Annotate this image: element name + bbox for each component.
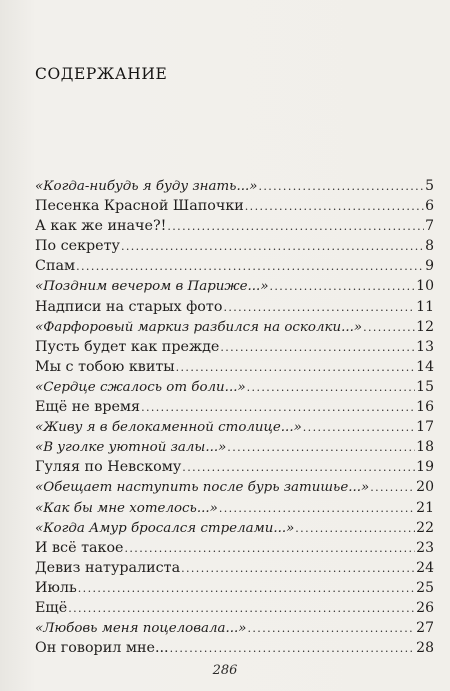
table-of-contents xyxy=(35,176,434,658)
toc-entry[interactable] xyxy=(35,437,434,457)
dot-leader xyxy=(370,478,415,497)
toc-entry-title: Июль xyxy=(35,579,77,596)
toc-entry-page: 6 xyxy=(425,198,434,215)
toc-entry-page: 12 xyxy=(416,318,434,335)
toc-entry-title: Спам xyxy=(35,258,76,275)
dot-leader xyxy=(141,398,415,417)
toc-entry-title: «Когда Амур бросался стрелами...» xyxy=(35,520,295,536)
toc-entry-title: По секрету xyxy=(35,238,120,255)
toc-entry-title: Мы с тобою квиты xyxy=(35,358,175,375)
toc-entry[interactable] xyxy=(35,377,434,397)
toc-entry[interactable] xyxy=(35,317,434,337)
dot-leader xyxy=(258,177,424,196)
toc-entry-page: 23 xyxy=(416,539,434,556)
toc-entry-title: Он говорил мне... xyxy=(35,640,169,657)
toc-entry-title: «Любовь меня поцеловала...» xyxy=(35,621,247,637)
toc-entry-page: 22 xyxy=(416,519,434,536)
toc-entry-title: «В уголке уютной залы...» xyxy=(35,440,227,456)
toc-entry-page: 16 xyxy=(416,399,434,416)
toc-entry-page: 13 xyxy=(416,338,434,355)
toc-entry-title: Пусть будет как прежде xyxy=(35,338,220,355)
toc-entry-page: 20 xyxy=(416,479,434,496)
toc-entry-page: 8 xyxy=(425,238,434,255)
page-number: 286 xyxy=(212,663,238,678)
toc-entry-page: 26 xyxy=(416,599,434,616)
toc-entry-title: И всё такое xyxy=(35,539,124,556)
dot-leader xyxy=(181,559,415,578)
dot-leader xyxy=(295,519,415,538)
toc-entry[interactable] xyxy=(35,337,434,357)
toc-entry-page: 17 xyxy=(416,419,434,436)
toc-entry[interactable] xyxy=(35,598,434,618)
toc-entry[interactable] xyxy=(35,538,434,558)
dot-leader xyxy=(363,318,415,337)
dot-leader xyxy=(182,458,415,477)
toc-entry-title: «Когда-нибудь я буду знать...» xyxy=(35,179,258,194)
toc-entry[interactable] xyxy=(35,498,434,518)
toc-entry[interactable] xyxy=(35,477,434,497)
toc-entry-page: 7 xyxy=(425,218,434,235)
contents-heading: СОДЕРЖАНИЕ xyxy=(35,65,168,83)
toc-entry-title: Надписи на старых фото xyxy=(35,298,223,315)
dot-leader xyxy=(245,197,424,216)
toc-entry[interactable] xyxy=(35,638,434,658)
toc-entry[interactable] xyxy=(35,357,434,377)
toc-entry-title: «Как бы мне хотелось...» xyxy=(35,500,218,516)
dot-leader xyxy=(248,619,416,638)
dot-leader xyxy=(270,277,416,296)
toc-entry-page: 5 xyxy=(425,178,434,194)
toc-entry-page: 25 xyxy=(416,579,434,596)
toc-entry-page: 19 xyxy=(416,459,434,476)
toc-entry-title: «Живу я в белокаменной столице...» xyxy=(35,420,302,436)
dot-leader xyxy=(78,579,415,598)
toc-entry-title: «Сердце сжалось от боли...» xyxy=(35,379,246,395)
toc-entry[interactable] xyxy=(35,176,434,196)
toc-entry[interactable] xyxy=(35,518,434,538)
toc-entry-title: Ещё xyxy=(35,599,68,616)
dot-leader xyxy=(125,539,416,558)
dot-leader xyxy=(219,499,415,518)
toc-entry[interactable] xyxy=(35,276,434,296)
toc-entry-title: «Фарфоровый маркиз разбился на осколки...» xyxy=(35,319,363,335)
toc-entry[interactable] xyxy=(35,397,434,417)
toc-entry[interactable] xyxy=(35,196,434,216)
toc-entry[interactable] xyxy=(35,256,434,276)
toc-entry-title: Ещё не время xyxy=(35,399,141,416)
toc-entry[interactable] xyxy=(35,558,434,578)
toc-entry-title: Гуляя по Невскому xyxy=(35,459,182,476)
dot-leader xyxy=(223,298,415,317)
toc-entry-page: 28 xyxy=(416,640,434,657)
dot-leader xyxy=(220,338,415,357)
toc-entry-title: «Обещает наступить после бурь затишье...» xyxy=(35,480,370,496)
dot-leader xyxy=(121,237,424,256)
toc-entry-page: 18 xyxy=(416,439,434,456)
toc-entry-title: Песенка Красной Шапочки xyxy=(35,198,244,215)
toc-entry-page: 10 xyxy=(416,278,434,295)
dot-leader xyxy=(303,418,415,437)
toc-entry-page: 14 xyxy=(416,358,434,375)
toc-entry[interactable] xyxy=(35,618,434,638)
toc-entry-page: 24 xyxy=(416,559,434,576)
toc-entry[interactable] xyxy=(35,457,434,477)
toc-entry[interactable] xyxy=(35,417,434,437)
toc-entry[interactable] xyxy=(35,236,434,256)
toc-entry-page: 9 xyxy=(425,258,434,275)
dot-leader xyxy=(68,599,415,618)
toc-entry-page: 11 xyxy=(416,298,434,315)
toc-entry[interactable] xyxy=(35,297,434,317)
toc-entry-title: «Поздним вечером в Париже...» xyxy=(35,279,269,295)
toc-entry[interactable] xyxy=(35,216,434,236)
toc-entry-title: Девиз натуралиста xyxy=(35,559,181,576)
toc-entry-page: 27 xyxy=(416,620,434,637)
dot-leader xyxy=(227,438,415,457)
dot-leader xyxy=(176,358,416,377)
dot-leader xyxy=(167,217,424,236)
toc-entry-page: 15 xyxy=(416,378,434,395)
dot-leader xyxy=(170,639,416,658)
dot-leader xyxy=(76,257,424,276)
toc-entry-title: А как же иначе?! xyxy=(35,218,167,235)
dot-leader xyxy=(247,378,416,397)
toc-entry-page: 21 xyxy=(416,499,434,516)
toc-entry[interactable] xyxy=(35,578,434,598)
